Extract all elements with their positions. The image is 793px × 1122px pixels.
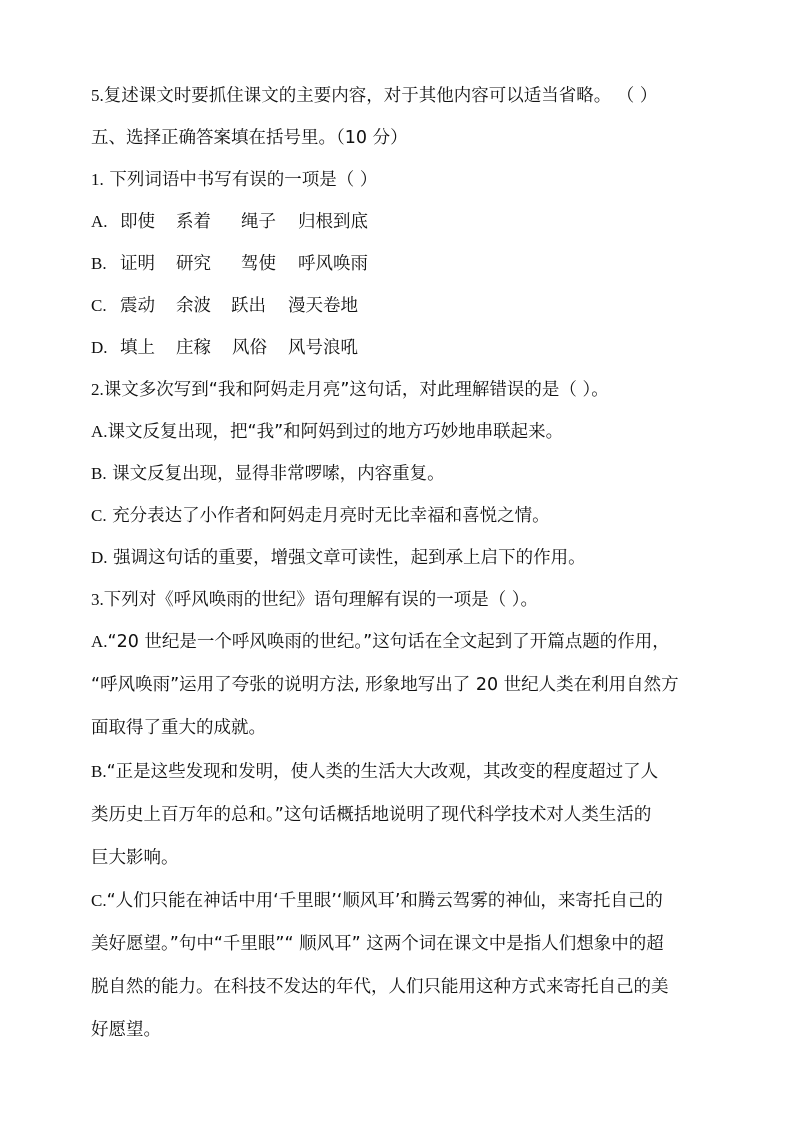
question-number: 2. [91,380,104,399]
question-1-stem [91,168,377,192]
option-label: B. [91,254,107,273]
option-label: A. [91,212,108,231]
option-label: C. [91,506,107,525]
option-word: 呼风唤雨 [298,254,368,274]
q2-option-a [91,420,563,444]
q3-option-b-line-1 [91,760,658,784]
option-word: 填上 [120,338,155,358]
q3-option-b-line-2 [91,803,651,827]
option-label: A. [91,632,108,651]
question-number: 5. [91,86,104,105]
option-text: “正是这些发现和发明，使人类的生活大大改观，其改变的程度超过了人 [106,762,659,782]
option-text: 巨大影响。 [91,848,179,868]
option-label: B. [91,762,107,781]
q2-option-c [91,504,550,528]
q1-option-a [91,210,368,234]
q3-option-b-line-3 [91,846,179,870]
option-word: 风号浪吼 [288,338,358,358]
question-number: 3. [91,590,104,609]
option-label: D. [91,548,108,567]
q3-option-c-line-1 [91,889,663,913]
option-text: 类历史上百万年的总和。”这句话概括地说明了现代科学技术对人类生活的 [91,805,652,825]
option-word: 绳子 [241,212,276,232]
option-word: 研究 [176,254,211,274]
option-word: 风俗 [232,338,267,358]
q3-option-c-line-4 [91,1018,161,1042]
option-word: 驾使 [241,254,276,274]
option-text: 强调这句话的重要，增强文章可读性，起到承上启下的作用。 [107,548,586,568]
option-label: B. [91,464,107,483]
q3-option-c-line-3 [91,975,669,999]
option-word: 漫天卷地 [288,296,358,316]
question-5 [91,84,657,108]
q1-option-b [91,252,368,276]
option-word: 系着 [176,212,211,232]
option-text: 课文反复出现，显得非常啰嗦，内容重复。 [106,464,445,484]
q2-option-b [91,462,445,486]
option-text: 脱自然的能力。在科技不发达的年代，人们只能用这种方式来寄托自己的美 [91,977,669,997]
q3-option-c-line-2 [91,932,664,956]
q3-option-a-line-3 [91,716,266,740]
option-text: 充分表达了小作者和阿妈走月亮时无比幸福和喜悦之情。 [106,506,550,526]
question-text: 课文多次写到“我和阿妈走月亮”这句话，对此理解错误的是（ ）。 [103,380,609,400]
question-text: 下列对《呼风唤雨的世纪》语句理解有误的一项是（ ）。 [103,590,539,610]
option-word: 即使 [120,212,155,232]
question-3-stem [91,588,538,612]
question-number: 1. [91,170,104,189]
option-label: D. [91,338,108,357]
question-2-stem [91,378,609,402]
option-text: 好愿望。 [91,1020,161,1040]
q1-option-d [91,336,358,360]
option-label: C. [91,296,107,315]
option-word: 震动 [120,296,155,316]
option-word: 余波 [176,296,211,316]
q3-option-a-line-1 [91,630,670,654]
option-text: 面取得了重大的成就。 [91,718,266,738]
q2-option-d [91,546,586,570]
q3-option-a-line-2 [91,673,679,697]
section-heading [91,126,408,150]
option-text: “20 世纪是一个呼风唤雨的世纪。”这句话在全文起到了开篇点题的作用， [107,632,670,652]
question-text: 下列词语中书写有误的一项是（ ） [103,170,378,190]
option-label: C. [91,891,107,910]
option-text: “人们只能在神话中用‘千里眼’‘顺风耳’和腾云驾雾的神仙，来寄托自己的 [106,891,663,911]
option-word: 跃出 [231,296,266,316]
option-label: A. [91,422,108,441]
question-text: 复述课文时要抓住课文的主要内容，对于其他内容可以适当省略。 （ ） [103,86,658,106]
option-text: 美好愿望。”句中“千里眼”“ 顺风耳” 这两个词在课文中是指人们想象中的超 [91,934,664,954]
q1-option-c [91,294,358,318]
option-word: 归根到底 [298,212,368,232]
option-word: 庄稼 [176,338,211,358]
option-text: “呼风唤雨”运用了夸张的说明方法, 形象地写出了 20 世纪人类在利用自然方 [91,675,679,695]
option-text: 课文反复出现，把“我”和阿妈到过的地方巧妙地串联起来。 [107,422,564,442]
section-title: 五、选择正确答案填在括号里。（10 分） [91,128,408,148]
option-word: 证明 [120,254,155,274]
